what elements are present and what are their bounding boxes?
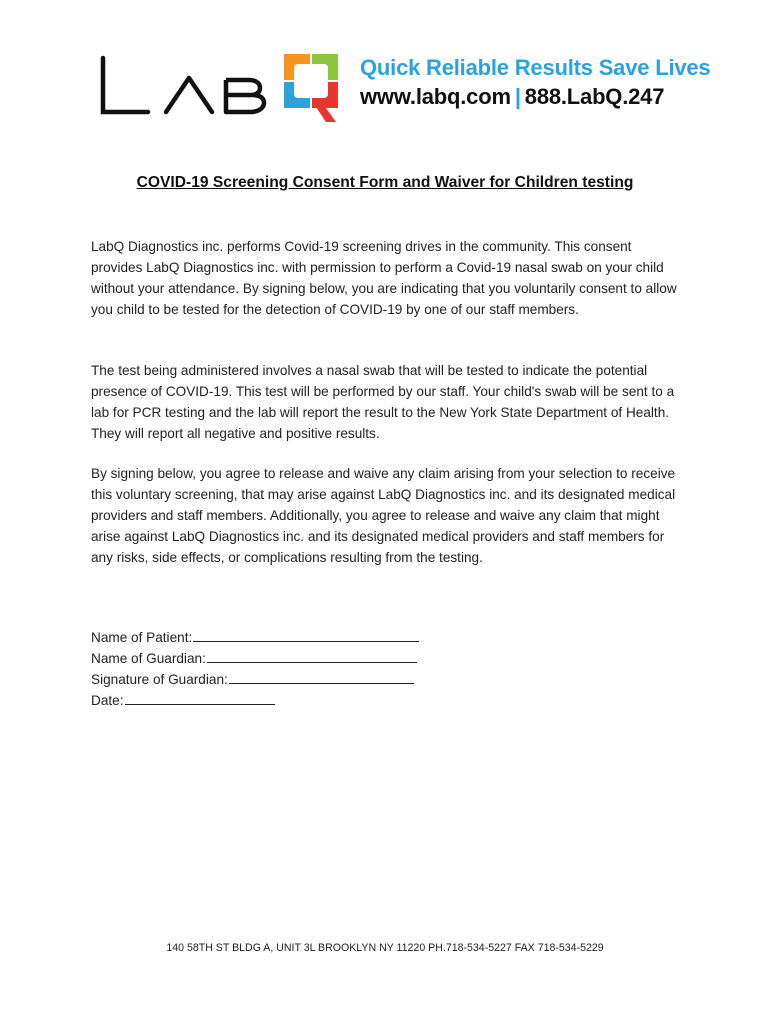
guardian-signature-label: Signature of Guardian: [91,672,228,687]
guardian-signature-row [91,669,419,690]
date-line[interactable] [125,690,275,705]
date-label: Date: [91,693,124,708]
footer-address: 140 58TH ST BLDG A, UNIT 3L BROOKLYN NY 11220 PH.718-534-5227 FAX 718-534-5229 [166,942,604,954]
patient-name-row [91,627,419,648]
form-title: COVID-19 Screening Consent Form and Waiver for Children testing [136,174,634,191]
contact-line [360,84,664,110]
website-link[interactable]: www.labq.com [360,84,511,109]
guardian-signature-line[interactable] [229,669,414,684]
guardian-name-label: Name of Guardian: [91,651,206,666]
contact-separator: | [514,84,521,109]
labq-logo [100,50,340,130]
patient-name-label: Name of Patient: [91,630,193,645]
guardian-name-row [91,648,419,669]
labq-logo-mark-icon [100,50,340,130]
consent-paragraph: LabQ Diagnostics inc. performs Covid-19 screening drives in the community. This consent provides LabQ Diagnostics inc. with permission to perform a Covid-19 nasal swab on your child without your attendance. By signing below, you are indicating that you voluntarily consent to allow you child to be tested for the detection of COVID-19 by one of our staff members. [91,239,677,317]
signature-fields [91,627,419,711]
date-row [91,690,419,711]
patient-name-line[interactable] [193,627,419,642]
guardian-name-line[interactable] [207,648,417,663]
test-description-paragraph: The test being administered involves a nasal swab that will be tested to indicate the potential presence of COVID-19. This test will be performed by our staff. Your child's swab will be sent to a lab for PCR testing and the lab will report the result to the New York State Department of Health. They will report all negative and positive results. [91,363,675,441]
tagline: Quick Reliable Results Save Lives [360,55,711,80]
phone-number: 888.LabQ.247 [524,84,665,109]
waiver-paragraph: By signing below, you agree to release and waive any claim arising from your selection to receive this voluntary screening, that may arise against LabQ Diagnostics inc. and its designated medical providers and staff members. Additionally, you agree to release and waive any claim that might arise against LabQ Diagnostics inc. and its designated medical providers and staff members for any risks, side effects, or complications resulting from the testing. [91,466,676,565]
